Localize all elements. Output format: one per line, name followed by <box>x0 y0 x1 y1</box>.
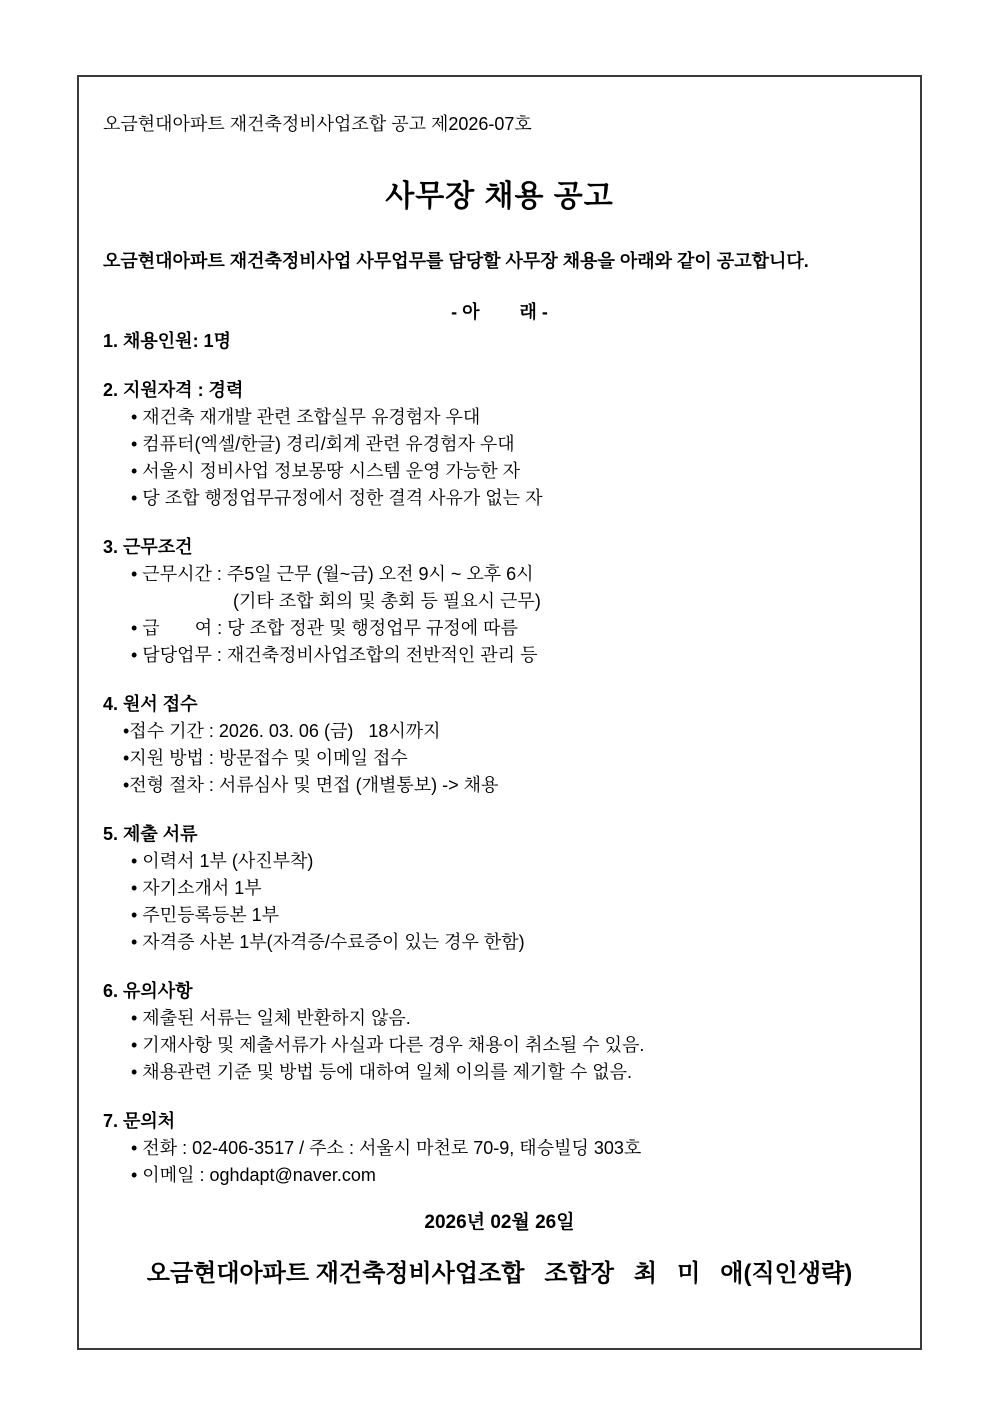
intro-text: 오금현대아파트 재건축정비사업 사무업무를 담당할 사무장 채용을 아래와 같이 공고합니다. <box>103 251 809 271</box>
section-heading: 5. 제출 서류 <box>103 824 198 844</box>
bullet-item-phone-address: • 전화 : 02-406-3517 / 주소 : 서울시 마천로 70-9, 태승빌딩 303호 <box>131 1138 642 1158</box>
bullet-item-email: • 이메일 : oghdapt@naver.com <box>131 1165 376 1185</box>
document-content <box>79 77 920 1290</box>
bullet-item: •전형 절차 : 서류심사 및 면접 (개별통보) -> 채용 <box>123 775 499 795</box>
section-recruit-count <box>103 328 896 355</box>
section-heading: 4. 원서 접수 <box>103 694 198 714</box>
section-heading: 7. 문의처 <box>103 1111 176 1131</box>
section-notes <box>103 978 896 1086</box>
section-work-conditions <box>103 534 896 669</box>
document-border <box>77 75 922 1350</box>
section-heading: 3. 근무조건 <box>103 537 193 557</box>
section-application <box>103 691 896 799</box>
bullet-item: • 컴퓨터(엑셀/한글) 경리/회계 관련 유경험자 우대 <box>131 434 515 454</box>
bullet-item: • 주민등록등본 1부 <box>131 905 280 925</box>
bullet-item: • 자격증 사본 1부(자격증/수료증이 있는 경우 한함) <box>131 932 525 952</box>
date-line: 2026년 02월 26일 <box>424 1212 575 1233</box>
notice-number: 오금현대아파트 재건축정비사업조합 공고 제2026-07호 <box>103 114 532 134</box>
bullet-item: • 재건축 재개발 관련 조합실무 유경험자 우대 <box>131 407 481 427</box>
bullet-item: • 당 조합 행정업무규정에서 정한 결격 사유가 없는 자 <box>131 488 543 508</box>
section-heading: 2. 지원자격 : 경력 <box>103 380 244 400</box>
bullet-item: •지원 방법 : 방문접수 및 이메일 접수 <box>123 748 408 768</box>
bullet-item: • 자기소개서 1부 <box>131 878 262 898</box>
bullet-item: • 이력서 1부 (사진부착) <box>131 851 314 871</box>
section-contact <box>103 1108 896 1189</box>
continuation-line: (기타 조합 회의 및 총회 등 필요시 근무) <box>233 591 541 611</box>
section-documents <box>103 821 896 956</box>
bullet-item: • 채용관련 기준 및 방법 등에 대하여 일체 이의를 제기할 수 없음. <box>131 1062 633 1082</box>
bullet-item: • 제출된 서류는 일체 반환하지 않음. <box>131 1008 411 1028</box>
bullet-item: • 기재사항 및 제출서류가 사실과 다른 경우 채용이 취소될 수 있음. <box>131 1035 645 1055</box>
page-title: 사무장 채용 공고 <box>385 180 614 213</box>
section-qualifications <box>103 377 896 512</box>
bullet-item: • 근무시간 : 주5일 근무 (월~금) 오전 9시 ~ 오후 6시 <box>131 564 534 584</box>
section-heading: 6. 유의사항 <box>103 981 193 1001</box>
bullet-item: •접수 기간 : 2026. 03. 06 (금) 18시까지 <box>123 721 441 741</box>
bullet-item: • 담당업무 : 재건축정비사업조합의 전반적인 관리 등 <box>131 645 538 665</box>
section-heading: 1. 채용인원: 1명 <box>103 331 231 351</box>
divider-text: - 아 래 - <box>451 302 548 322</box>
bullet-item: • 서울시 정비사업 정보몽땅 시스템 운영 가능한 자 <box>131 461 521 481</box>
bullet-item: • 급 여 : 당 조합 정관 및 행정업무 규정에 따름 <box>131 618 518 638</box>
signature-line: 오금현대아파트 재건축정비사업조합 조합장 최 미 애(직인생략) <box>146 1260 853 1287</box>
